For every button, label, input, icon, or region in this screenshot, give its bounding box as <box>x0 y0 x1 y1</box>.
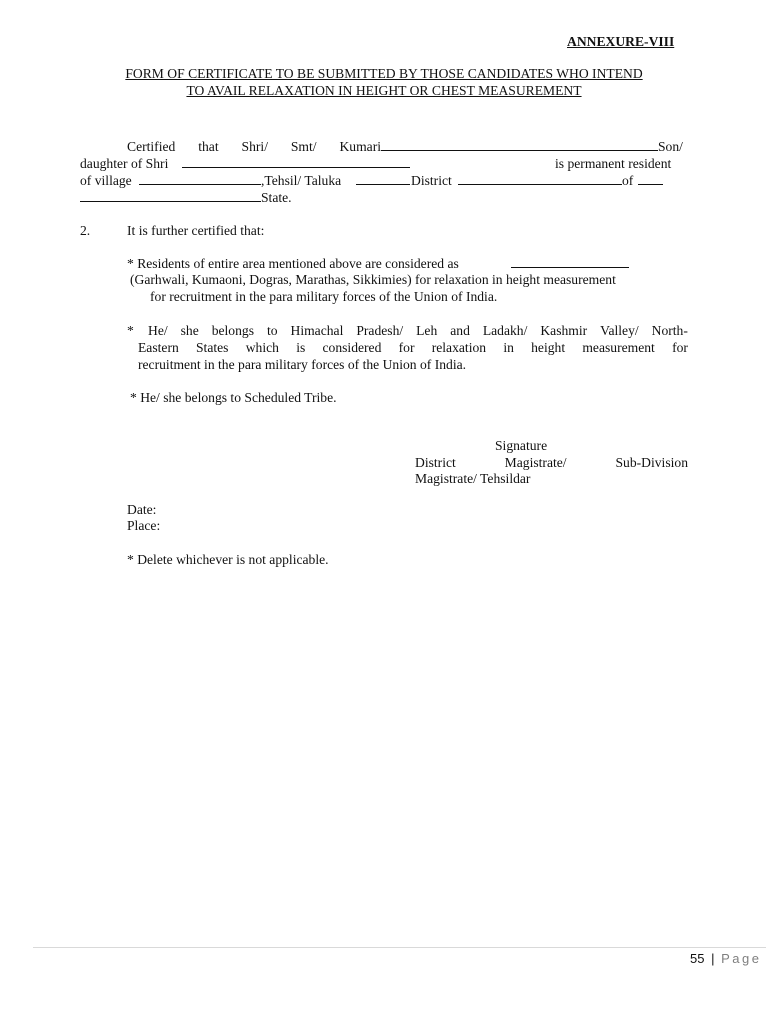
word: Kashmir <box>540 323 588 338</box>
word: States <box>196 340 229 355</box>
word: is <box>296 340 306 355</box>
bullet1-line2: (Garhwali, Kumaoni, Dogras, Marathas, Sikkimies) for relaxation in height measurement <box>130 272 616 287</box>
place-label: Place: <box>127 518 161 533</box>
annexure-label: ANNEXURE-VIII <box>567 34 675 49</box>
tehsil-label: ,Tehsil/ Taluka <box>261 173 342 188</box>
word: that <box>198 139 219 154</box>
word: Kumari <box>339 139 381 154</box>
word: measurement <box>582 340 655 355</box>
word: Valley/ <box>600 323 639 338</box>
village-blank[interactable] <box>139 172 261 185</box>
word: Smt/ <box>290 139 317 154</box>
word: Pradesh/ <box>356 323 404 338</box>
name-blank[interactable] <box>381 138 658 151</box>
word: Magistrate/ <box>504 455 567 470</box>
section-number: 2. <box>80 223 91 238</box>
bullet2-line2 <box>138 339 688 356</box>
word: belongs <box>211 323 254 338</box>
state-blank[interactable] <box>80 189 261 202</box>
footer-divider <box>33 947 766 948</box>
section-intro: It is further certified that: <box>127 223 265 238</box>
permanent-resident-label: is permanent resident <box>555 156 672 171</box>
word: Himachal <box>290 323 344 338</box>
daughter-label: daughter of Shri <box>80 156 169 171</box>
word: District <box>415 455 456 470</box>
word: for <box>398 340 415 355</box>
of-label: of <box>622 173 634 188</box>
word: Shri/ <box>241 139 268 154</box>
community-blank[interactable] <box>511 255 629 268</box>
word: to <box>266 323 278 338</box>
footnote: * Delete whichever is not applicable. <box>127 552 329 567</box>
form-title-line2: TO AVAIL RELAXATION IN HEIGHT OR CHEST MEASUREMENT <box>186 83 582 98</box>
signature-line1 <box>415 454 688 471</box>
word: in <box>503 340 514 355</box>
tehsil-blank[interactable] <box>356 172 410 185</box>
district-blank[interactable] <box>458 172 622 185</box>
word: He/ <box>148 323 168 338</box>
signature-label: Signature <box>495 438 548 453</box>
page-footer <box>690 950 761 967</box>
of-blank[interactable] <box>638 172 663 185</box>
bullet1-line1: * Residents of entire area mentioned above are considered as <box>127 256 459 271</box>
word: and <box>450 323 470 338</box>
bullet1-line3: for recruitment in the para military forces of the Union of India. <box>150 289 498 304</box>
form-title-line1: FORM OF CERTIFICATE TO BE SUBMITTED BY THOSE CANDIDATES WHO INTEND <box>125 66 643 81</box>
word: Eastern <box>138 340 179 355</box>
bullet2-star: * <box>127 323 134 338</box>
father-name-blank[interactable] <box>182 155 410 168</box>
village-label: of village <box>80 173 132 188</box>
word: Certified <box>127 139 176 154</box>
word: Sub-Division <box>615 455 688 470</box>
word: considered <box>322 340 382 355</box>
word: she <box>180 323 199 338</box>
bullet3: * He/ she belongs to Scheduled Tribe. <box>130 390 337 405</box>
word: Leh <box>416 323 438 338</box>
signature-line2: Magistrate/ Tehsildar <box>415 471 531 486</box>
word: North- <box>651 323 688 338</box>
word: Ladakh/ <box>482 323 528 338</box>
page-separator: | <box>711 951 715 966</box>
word: which <box>245 340 279 355</box>
son-label: Son/ <box>658 139 683 154</box>
page-number: 55 <box>690 951 705 966</box>
word: for <box>672 340 688 355</box>
word: height <box>531 340 566 355</box>
date-label: Date: <box>127 502 157 517</box>
bullet2-line1 <box>148 322 688 339</box>
page-word: Page <box>721 951 762 966</box>
word: relaxation <box>431 340 487 355</box>
bullet2-line3: recruitment in the para military forces of the Union of India. <box>138 357 467 372</box>
district-label: District <box>411 173 452 188</box>
certified-line-start <box>127 138 381 155</box>
state-label: State. <box>261 190 292 205</box>
